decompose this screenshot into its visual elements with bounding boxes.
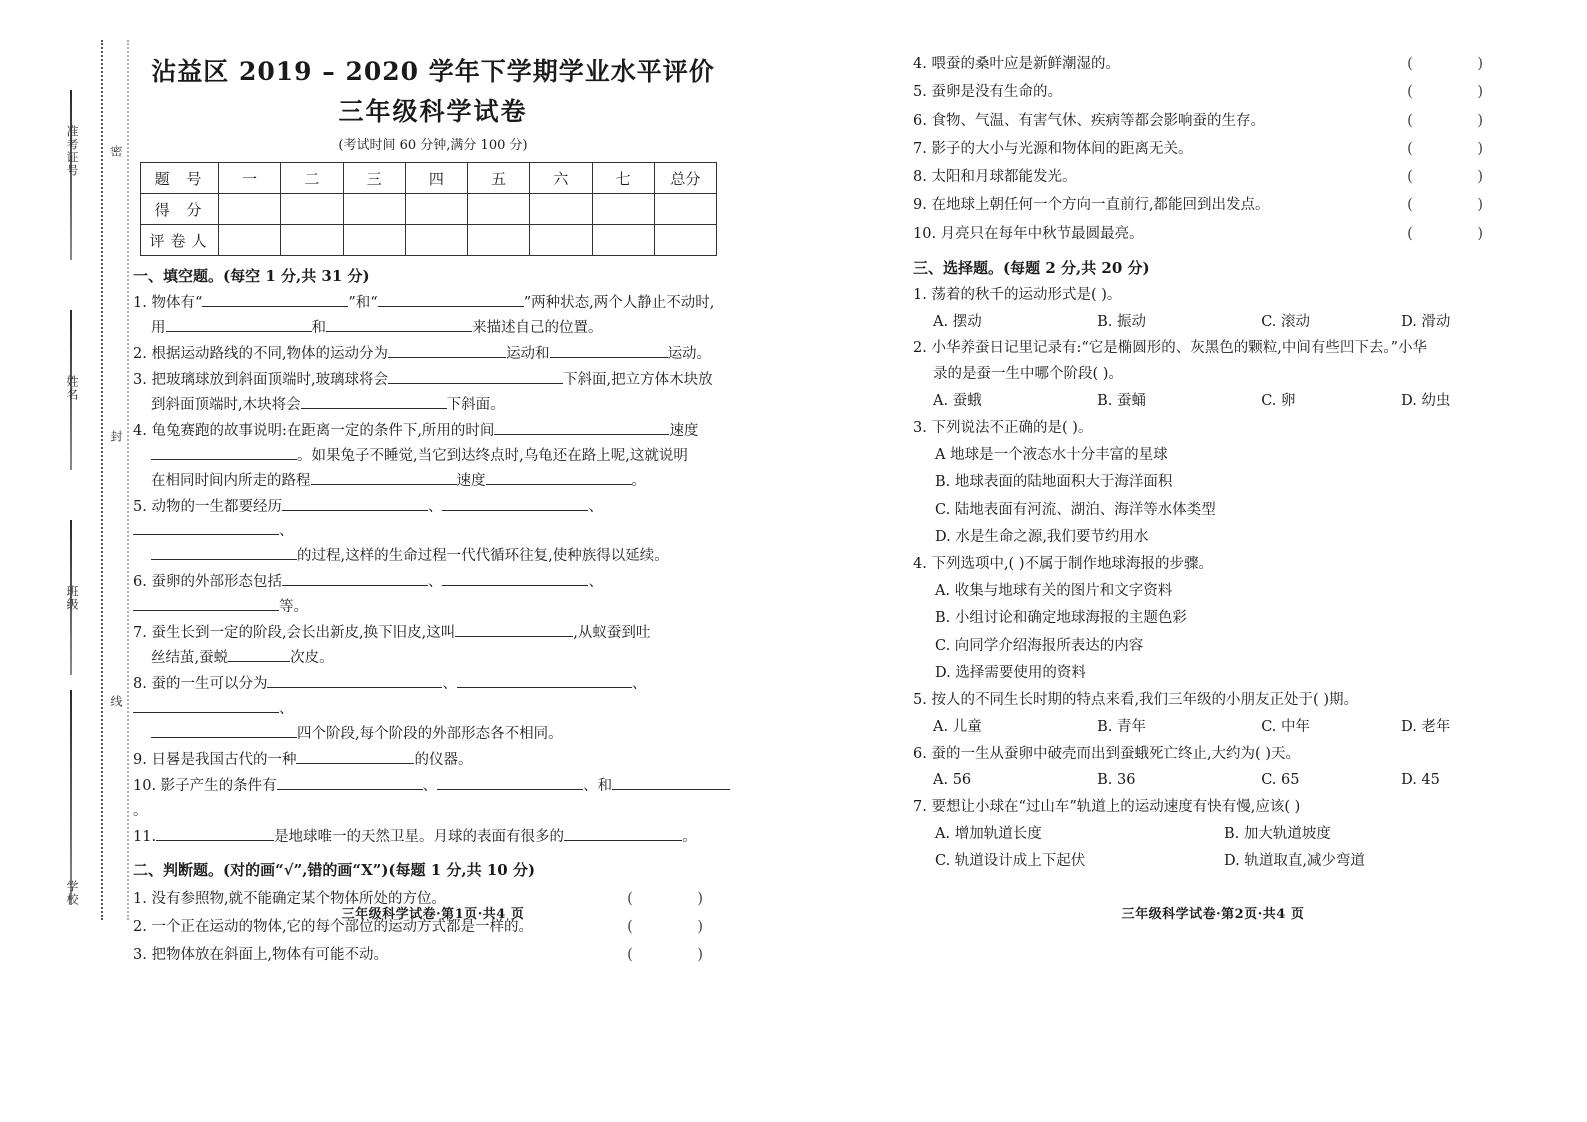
score-cell: 六 (530, 163, 592, 194)
q5-text-c: 、 (588, 498, 603, 515)
q2-text-c: 运动。 (667, 345, 712, 362)
question-2-6 (913, 107, 1513, 135)
option-a[interactable]: A 地球是一个液态水十分丰富的星球 (935, 446, 1168, 463)
question-1-3 (133, 368, 733, 418)
question-2-4 (913, 50, 1513, 78)
tf-item-text: 2. 一个正在运动的物体,它的每个部位的运动方式都是一样的。 (133, 918, 534, 935)
question-3-7-options-row2 (913, 848, 1513, 876)
answer-blank[interactable] (301, 393, 447, 409)
q1-text-f: 来描述自己的位置。 (472, 319, 603, 336)
score-cell: 三 (343, 163, 405, 194)
score-cell-input[interactable] (592, 194, 654, 225)
score-cell-input[interactable] (654, 225, 716, 256)
q10-text-b: 、 (422, 777, 438, 794)
question-3-2-stem-line1: 2. 小华养蚕日记里记录有:“它是椭圆形的、灰黑色的颗粒,中间有些凹下去。”小华 (913, 340, 1428, 357)
question-2-5 (913, 78, 1513, 106)
section-heading-multiple-choice: 三、选择题。(每题 2 分,共 20 分) (913, 258, 1150, 277)
score-cell-input[interactable] (592, 225, 654, 256)
section-heading-true-false: 二、判断题。(对的画“√”,错的画“X”)(每题 1 分,共 10 分) (133, 860, 536, 879)
q7-text-b: ,从蚁蚕到吐 (573, 625, 651, 642)
q10-text-a: 10. 影子产生的条件有 (133, 777, 277, 794)
tf-item-text: 3. 把物体放在斜面上,物体有可能不动。 (133, 947, 389, 964)
answer-blank[interactable] (612, 774, 730, 790)
question-1-2 (133, 342, 733, 367)
question-3-6-stem: 6. 蚕的一生从蚕卵中破壳而出到蚕蛾死亡终止,大约为( )天。 (913, 745, 1300, 762)
answer-blank[interactable] (166, 316, 312, 332)
question-1-5 (133, 495, 733, 570)
score-table (140, 162, 717, 256)
answer-blank[interactable] (494, 419, 669, 435)
answer-blank[interactable] (311, 469, 457, 485)
tf-item-text: 4. 喂蚕的桑叶应是新鲜潮湿的。 (913, 56, 1120, 72)
question-2-3 (133, 941, 733, 969)
page-footer-2: 三年级科学试卷·第2页·共4 页 (1121, 907, 1305, 922)
page-title-line2: 三年级科学试卷 (338, 97, 528, 126)
margin-label-school: 学校 (65, 880, 79, 906)
answer-blank[interactable] (282, 570, 428, 586)
q5-text-b: 、 (427, 498, 443, 515)
q11-text-b: 是地球唯一的天然卫星。月球的表面有很多的 (274, 828, 565, 845)
seal-char-xian: 线 (109, 695, 123, 707)
question-3-5-stem: 5. 按人的不同生长时期的特点来看,我们三年级的小朋友正处于( )期。 (913, 692, 1358, 709)
q3-text-d: 下斜面。 (446, 396, 505, 413)
option-d[interactable]: D. 幼虫 (1401, 393, 1451, 410)
score-cell: 总分 (654, 163, 716, 194)
score-cell-input[interactable] (530, 194, 592, 225)
option-c[interactable]: C. 轨道设计成上下起伏 (935, 853, 1086, 870)
option-a[interactable]: A. 儿童 (933, 718, 982, 735)
answer-blank[interactable] (202, 291, 348, 307)
tf-item-text: 5. 蚕卵是没有生命的。 (913, 84, 1062, 101)
answer-blank[interactable] (277, 774, 423, 790)
q3-text-b: 下斜面,把立方体木块放 (563, 371, 713, 388)
table-row (141, 225, 717, 256)
question-3-2-options (913, 388, 1513, 416)
answer-blank[interactable] (457, 672, 632, 688)
answer-blank[interactable] (442, 495, 588, 511)
question-3-4-stem: 4. 下列选项中,( )不属于制作地球海报的步骤。 (913, 555, 1213, 572)
q6-text-d: 等。 (279, 599, 308, 616)
answer-blank[interactable] (442, 570, 588, 586)
score-cell-input[interactable] (654, 194, 716, 225)
question-1-8 (133, 672, 733, 747)
tf-item-text: 10. 月亮只在每年中秋节最圆最亮。 (913, 225, 1144, 242)
answer-blank[interactable] (388, 368, 563, 384)
q4-text-e: 速度 (456, 472, 486, 489)
seal-dotted-line-inner (101, 40, 103, 920)
option-b[interactable]: B. 振动 (1097, 313, 1146, 330)
option-b[interactable]: B. 小组讨论和确定地球海报的主题色彩 (935, 610, 1187, 627)
answer-paren[interactable]: ( ) (1407, 56, 1513, 72)
question-2-10 (913, 220, 1513, 248)
q1-text-c: ”两种状态,两个人静止不动时, (523, 295, 715, 311)
q8-text-b: 、 (442, 676, 457, 693)
q6-text-a: 6. 蚕卵的外部形态包括 (133, 574, 282, 591)
score-row-header: 评卷人 (141, 225, 219, 256)
tf-item-text: 9. 在地球上朝任何一个方向一直前行,都能回到出发点。 (913, 197, 1270, 214)
score-cell: 二 (281, 163, 343, 194)
score-cell-input[interactable] (343, 194, 405, 225)
q1-text-d: 用 (151, 319, 166, 336)
option-d[interactable]: D. 滑动 (1401, 313, 1451, 330)
score-cell: 七 (592, 163, 654, 194)
score-cell-input[interactable] (343, 225, 405, 256)
option-b[interactable]: B. 地球表面的陆地面积大于海洋面积 (935, 474, 1173, 491)
margin-label-exam-number: 准考证号 (65, 125, 79, 177)
q8-text-c: 、 (631, 676, 647, 693)
question-1-9 (133, 748, 733, 773)
question-1-1 (133, 291, 733, 341)
question-3-5-options (913, 714, 1513, 742)
answer-blank[interactable] (151, 544, 297, 560)
option-a[interactable]: A. 收集与地球有关的图片和文字资料 (935, 582, 1173, 599)
answer-blank[interactable] (388, 342, 506, 358)
answer-blank[interactable] (156, 825, 274, 841)
tf-item-text: 1. 没有参照物,就不能确定某个物体所处的方位。 (133, 890, 447, 907)
answer-paren[interactable]: ( ) (627, 947, 733, 964)
answer-blank[interactable] (267, 672, 442, 688)
answer-paren[interactable]: ( ) (627, 890, 733, 907)
option-a[interactable]: A. 增加轨道长度 (935, 825, 1042, 842)
option-b[interactable]: B. 青年 (1097, 718, 1146, 735)
option-b[interactable]: B. 加大轨道坡度 (1224, 825, 1331, 842)
score-cell-input[interactable] (468, 194, 530, 225)
seal-margin-strip (28, 40, 148, 920)
answer-blank[interactable] (486, 469, 632, 485)
margin-label-name: 姓名 (65, 375, 79, 401)
score-cell-input[interactable] (468, 225, 530, 256)
question-2-7 (913, 135, 1513, 163)
question-3-3-stem: 3. 下列说法不正确的是( )。 (913, 419, 1093, 436)
q1-text-e: 和 (311, 319, 326, 336)
margin-label-class: 班级 (65, 585, 79, 611)
answer-paren[interactable]: ( ) (1407, 140, 1513, 157)
answer-paren[interactable]: ( ) (1407, 225, 1513, 242)
option-c[interactable]: C. 向同学介绍海报所表达的内容 (935, 637, 1144, 654)
q3-text-a: 3. 把玻璃球放到斜面顶端时,玻璃球将会 (133, 371, 389, 388)
option-c[interactable]: C. 65 (1261, 772, 1300, 789)
q8-text-d: 、 (279, 701, 294, 717)
option-b[interactable]: B. 蚕蛹 (1097, 393, 1146, 410)
option-a[interactable]: A. 蚕蛾 (933, 393, 982, 410)
seal-dotted-line-outer (127, 40, 129, 920)
answer-blank[interactable] (378, 291, 524, 307)
question-3-2-stem-line2: 录的是蚕一生中哪个阶段( )。 (933, 366, 1123, 383)
answer-blank[interactable] (133, 595, 279, 611)
score-cell: 一 (219, 163, 281, 194)
answer-blank[interactable] (564, 825, 682, 841)
question-1-10 (133, 774, 733, 824)
answer-blank[interactable] (282, 495, 428, 511)
q5-text-d: 、 (279, 523, 294, 540)
option-c[interactable]: C. 中年 (1261, 718, 1311, 735)
q4-text-c: 。如果兔子不睡觉,当它到达终点时,乌龟还在路上呢,这就说明 (297, 447, 688, 464)
question-3-7-options-row1 (913, 821, 1513, 849)
score-cell-input[interactable] (219, 194, 281, 225)
answer-paren[interactable]: ( ) (627, 918, 733, 935)
answer-paren[interactable]: ( ) (1407, 169, 1513, 186)
question-3-7-stem: 7. 要想让小球在“过山车”轨道上的运动速度有快有慢,应该( ) (913, 798, 1301, 815)
seal-char-mi: 密 (109, 145, 123, 157)
option-d[interactable]: D. 轨道取直,减少弯道 (1224, 853, 1365, 870)
q9-text-b: 的仪器。 (414, 751, 473, 768)
q4-text-d: 在相同时间内所走的路程 (151, 472, 311, 489)
question-1-4 (133, 419, 733, 494)
tf-item-text: 8. 太阳和月球都能发光。 (913, 169, 1077, 186)
question-2-9 (913, 191, 1513, 219)
option-b[interactable]: B. 36 (1097, 772, 1136, 789)
q10-text-d: 。 (133, 802, 148, 819)
score-cell: 五 (468, 163, 530, 194)
page-title-line1: 沾益区 2019 – 2020 学年下学期学业水平评价 (151, 57, 715, 86)
answer-blank[interactable] (151, 722, 297, 738)
answer-blank[interactable] (550, 342, 668, 358)
table-row (141, 163, 717, 194)
answer-blank[interactable] (437, 774, 583, 790)
section-heading-fill-blanks: 一、填空题。(每空 1 分,共 31 分) (133, 267, 370, 285)
page-footer-1: 三年级科学试卷·第1页·共4 页 (341, 907, 525, 922)
q4-text-a: 4. 龟兔赛跑的故事说明:在距离一定的条件下,所用的时间 (133, 422, 495, 439)
q5-text-a: 5. 动物的一生都要经历 (133, 498, 282, 515)
score-cell-input[interactable] (219, 225, 281, 256)
q6-text-b: 、 (427, 574, 443, 591)
q7-text-a: 7. 蚕生长到一定的阶段,会长出新皮,换下旧皮,这叫 (133, 625, 456, 642)
answer-blank[interactable] (151, 444, 297, 460)
option-c[interactable]: C. 卵 (1261, 393, 1296, 410)
question-3-1-options (913, 309, 1513, 337)
score-cell-input[interactable] (405, 225, 467, 256)
answer-blank[interactable] (228, 646, 290, 662)
q2-text-b: 运动和 (506, 345, 550, 362)
tf-item-text: 6. 食物、气温、有害气休、疾病等都会影响蚕的生存。 (913, 112, 1265, 129)
q1-text-a: 1. 物体有“ (133, 295, 203, 311)
q4-text-b: 速度 (669, 422, 699, 439)
option-a[interactable]: A. 56 (933, 772, 972, 789)
seal-rule-4 (70, 690, 72, 905)
q9-text-a: 9. 日晷是我国古代的一种 (133, 751, 297, 768)
score-row-header: 题 号 (141, 163, 219, 194)
question-2-8 (913, 163, 1513, 191)
option-d[interactable]: D. 选择需要使用的资料 (935, 665, 1086, 682)
q8-text-a: 8. 蚕的一生可以分为 (133, 676, 268, 693)
tf-item-text: 7. 影子的大小与光源和物体间的距离无关。 (913, 140, 1193, 157)
q6-text-c: 、 (588, 574, 603, 591)
q5-text-e: 的过程,这样的生命过程一代代循环往复,使种族得以延续。 (297, 548, 669, 565)
q10-text-c: 、和 (583, 777, 613, 794)
option-d[interactable]: D. 老年 (1401, 718, 1451, 735)
question-1-11 (133, 825, 733, 850)
score-cell: 四 (405, 163, 467, 194)
answer-blank[interactable] (133, 519, 279, 535)
question-3-6-options (913, 767, 1513, 795)
score-cell-input[interactable] (405, 194, 467, 225)
q11-text-a: 11. (133, 828, 157, 845)
answer-blank[interactable] (455, 621, 573, 637)
seal-char-feng: 封 (109, 430, 123, 442)
answer-blank[interactable] (296, 748, 414, 764)
option-c[interactable]: C. 滚动 (1261, 313, 1311, 330)
option-a[interactable]: A. 摆动 (933, 313, 982, 330)
q7-text-c: 丝结茧,蚕蜕 (151, 650, 229, 667)
answer-blank[interactable] (326, 316, 472, 332)
option-d[interactable]: D. 45 (1401, 772, 1440, 789)
question-1-7 (133, 621, 733, 671)
exam-page-1 (133, 44, 733, 964)
exam-subtitle: (考试时间 60 分钟,满分 100 分) (338, 138, 528, 153)
table-row (141, 194, 717, 225)
answer-paren[interactable]: ( ) (1407, 112, 1513, 129)
score-cell-input[interactable] (281, 194, 343, 225)
q1-text-b: ”和“ (348, 295, 378, 311)
score-row-header: 得 分 (141, 194, 219, 225)
q2-text-a: 2. 根据运动路线的不同,物体的运动分为 (133, 345, 389, 362)
q7-text-d: 次皮。 (290, 650, 334, 667)
score-cell-input[interactable] (281, 225, 343, 256)
exam-page-2 (913, 44, 1513, 924)
score-cell-input[interactable] (530, 225, 592, 256)
answer-paren[interactable]: ( ) (1407, 197, 1513, 214)
q11-text-c: 。 (682, 828, 697, 845)
q4-text-f: 。 (631, 472, 646, 489)
q3-text-c: 到斜面顶端时,木块将会 (151, 396, 301, 413)
question-3-1-stem: 1. 荡着的秋千的运动形式是( )。 (913, 286, 1122, 303)
option-d[interactable]: D. 水是生命之源,我们要节约用水 (935, 529, 1149, 546)
question-1-6 (133, 570, 733, 620)
q8-text-e: 四个阶段,每个阶段的外部形态各不相同。 (297, 725, 563, 742)
answer-blank[interactable] (133, 697, 279, 713)
answer-paren[interactable]: ( ) (1407, 84, 1513, 101)
option-c[interactable]: C. 陆地表面有河流、湖泊、海洋等水体类型 (935, 501, 1216, 518)
